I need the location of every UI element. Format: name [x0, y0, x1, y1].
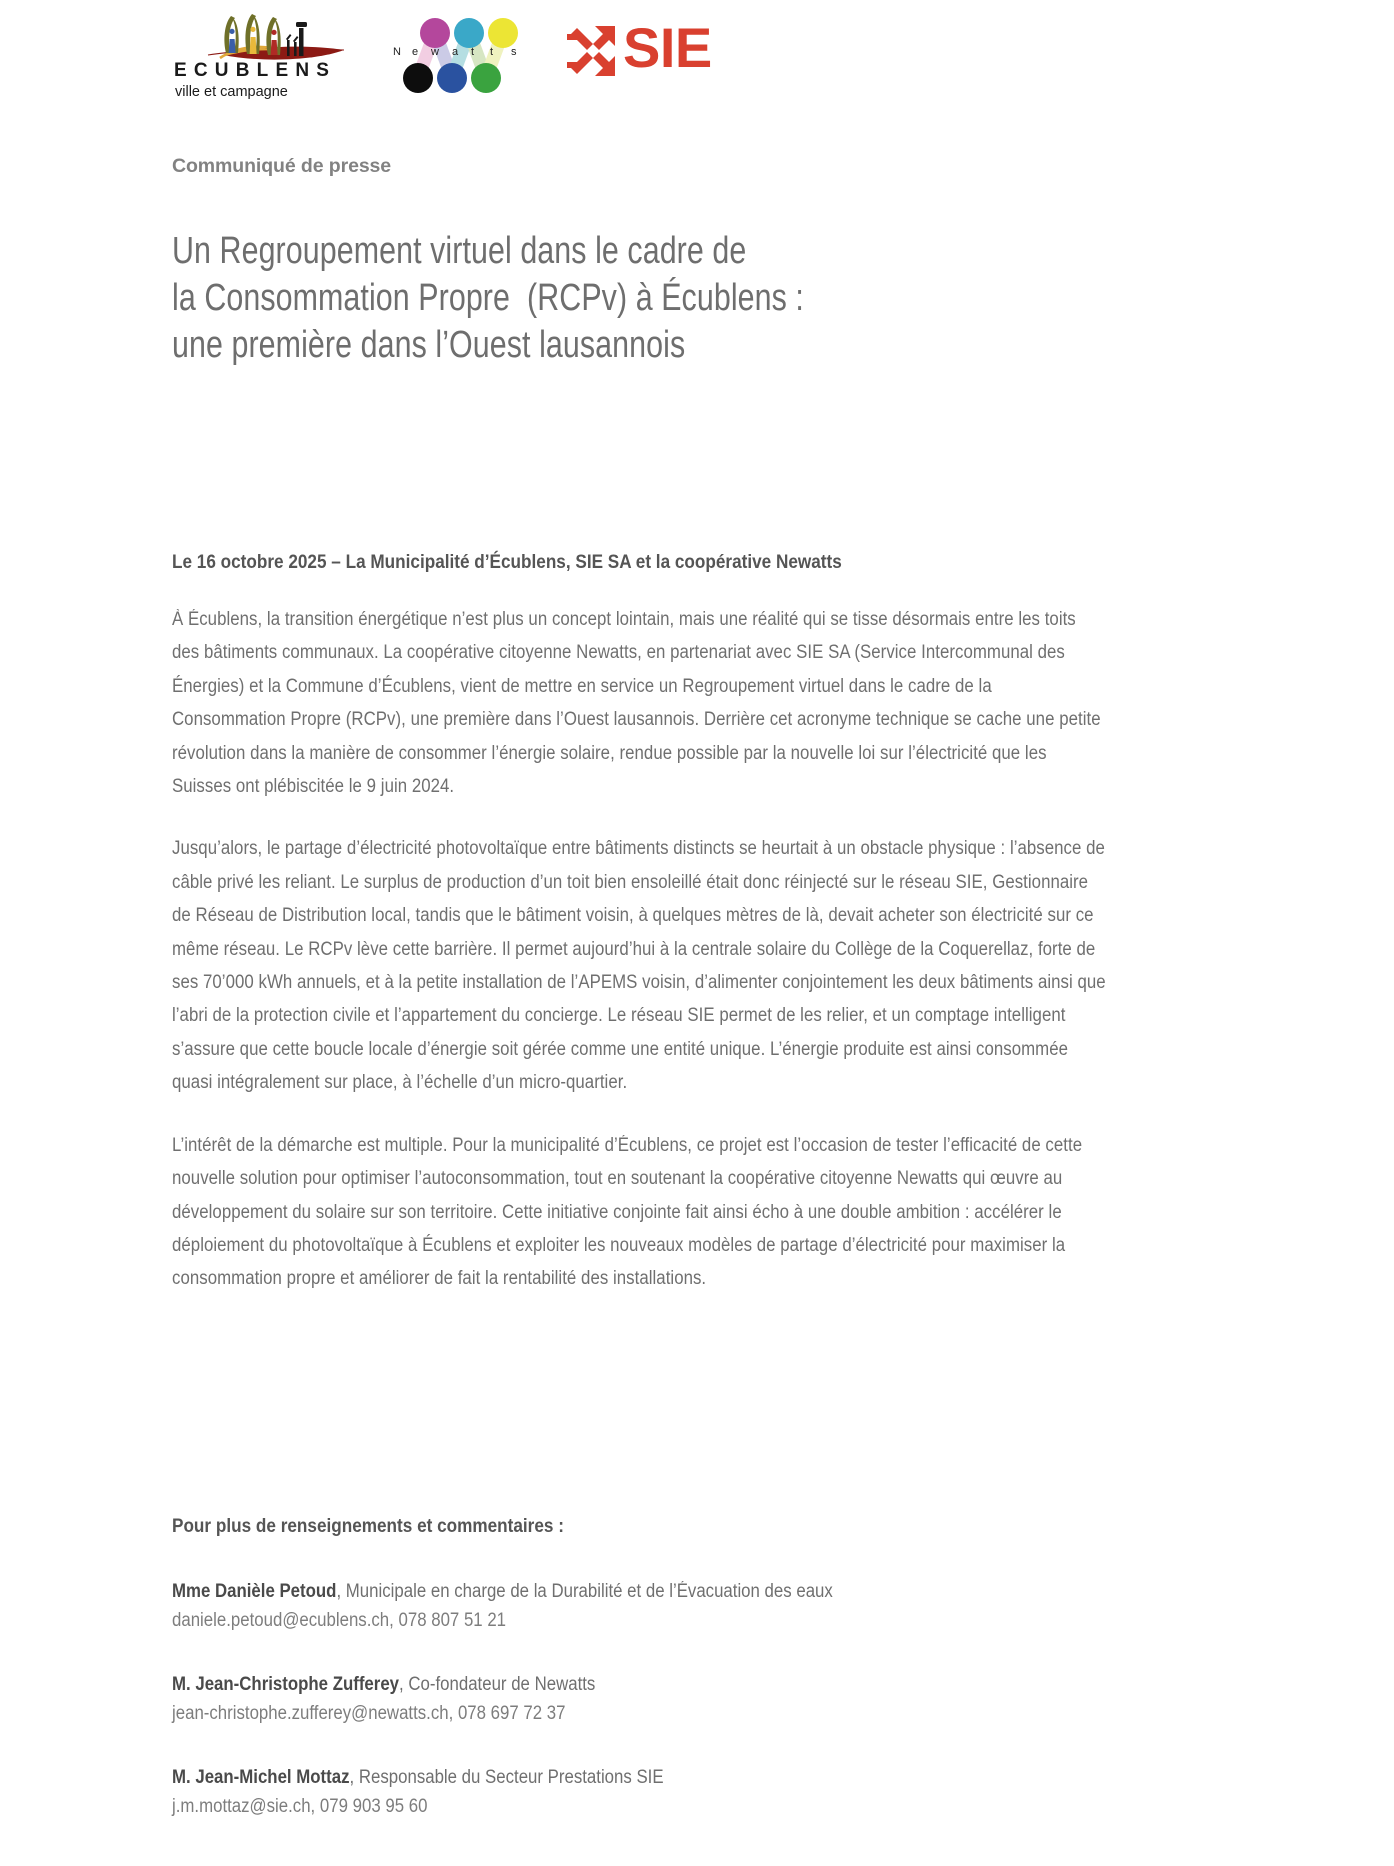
contact-entry	[172, 1763, 1110, 1822]
contacts-section	[172, 1515, 1232, 1856]
newatts-letter: t	[490, 46, 494, 58]
body-paragraph: L’intérêt de la démarche est multiple. Pour la municipalité d’Écublens, ce projet est l’occasion de tester l’efficacité de cette nouvelle solution pour optimiser l’autoconsommation, tout en soutenant la coopérative citoyenne Newatts qui œuvre au développement du solaire sur son territoire. Cette initiative conjointe fait ainsi écho à une double ambition : accélérer le déploiement du photovoltaïque à Écublens et exploiter les nouveaux modèles de partage d’électricité pour maximiser la consommation propre et améliorer de fait la rentabilité des installations.	[172, 1134, 1083, 1290]
ecublens-tagline: ville et campagne	[175, 84, 288, 100]
contact-details[interactable]: j.m.mottaz@sie.ch, 079 903 95 60	[172, 1796, 428, 1817]
contact-details[interactable]: daniele.petoud@ecublens.ch, 078 807 51 21	[172, 1610, 507, 1631]
contact-role: , Municipale en charge de la Durabilité et de l’Évacuation des eaux	[336, 1581, 833, 1602]
ecublens-emblem-icon	[168, 8, 358, 68]
newatts-letter: N	[393, 46, 401, 58]
headline-line: Un Regroupement virtuel dans le cadre de	[172, 230, 747, 272]
newatts-letter: a	[452, 46, 459, 58]
contact-name-role	[172, 1670, 1110, 1699]
newatts-wordmark	[393, 46, 543, 62]
contact-role: , Co-fondateur de Newatts	[399, 1674, 596, 1695]
contact-name: Mme Danièle Petoud	[172, 1581, 337, 1602]
sie-cross-icon	[565, 20, 621, 82]
ecublens-logo	[168, 8, 358, 102]
newatts-letter: t	[471, 46, 475, 58]
contact-name-role	[172, 1763, 1110, 1792]
headline-line: la Consommation Propre (RCPv) à Écublens :	[172, 277, 804, 319]
contact-details[interactable]: jean-christophe.zufferey@newatts.ch, 078 697 72 37	[172, 1703, 566, 1724]
body-text	[172, 603, 1232, 1325]
newatts-logo	[393, 16, 543, 94]
contact-name-role	[172, 1577, 1110, 1606]
contact-name: M. Jean-Michel Mottaz	[172, 1767, 350, 1788]
body-paragraph: Jusqu’alors, le partage d’électricité photovoltaïque entre bâtiments distincts se heurtait à un obstacle physique : l’absence de câble privé les reliant. Le surplus de production d’un toit bien ensoleillé était donc réinjecté sur le réseau SIE, Gestionnaire de Réseau de Distribution local, tandis que le bâtiment voisin, à quelques mètres de là, devait acheter son électricité sur ce même réseau. Le RCPv lève cette barrière. Il permet aujourd’hui à la centrale solaire du Collège de la Coquerellaz, forte de ses 70’000 kWh annuels, et à la petite installation de l’APEMS voisin, d’alimenter conjointement les deux bâtiments ainsi que l’abri de la protection civile et l’appartement du concierge. Le réseau SIE permet de les relier, et un comptage intelligent s’assure que cette boucle locale d’énergie soit gérée comme une entité unique. L’énergie produite est ainsi consommée quasi intégralement sur place, à l’échelle d’un micro-quartier.	[172, 838, 1106, 1094]
headline-line: une première dans l’Ouest lausannois	[172, 324, 686, 366]
contact-name: M. Jean-Christophe Zufferey	[172, 1674, 400, 1695]
newatts-letter: e	[412, 46, 419, 58]
body-paragraph: À Écublens, la transition énergétique n’est plus un concept lointain, mais une réalité qui se tisse désormais entre les toits des bâtiments communaux. La coopérative citoyenne Newatts, en partenariat avec SIE SA (Service Intercommunal des Énergies) et la Commune d’Écublens, vient de mettre en service un Regroupement virtuel dans le cadre de la Consommation Propre (RCPv), une première dans l’Ouest lausannois. Derrière cet acronyme technique se cache une petite révolution dans la manière de consommer l’énergie solaire, rendue possible par la nouvelle loi sur l’électricité que les Suisses ont plébiscitée le 9 juin 2024.	[172, 609, 1101, 798]
dateline: Le 16 octobre 2025 – La Municipalité d’Écublens, SIE SA et la coopérative Newatts	[172, 551, 842, 573]
page-title	[172, 228, 892, 369]
kicker-label: Communiqué de presse	[172, 155, 392, 177]
ecublens-wordmark: ECUBLENS	[174, 60, 337, 81]
contact-entry	[172, 1670, 1110, 1729]
newatts-letter: s	[511, 46, 517, 58]
contacts-heading: Pour plus de renseignements et commentaires :	[172, 1515, 564, 1537]
newatts-letter: w	[431, 46, 439, 58]
logo-bar	[0, 0, 1394, 112]
contact-role: , Responsable du Secteur Prestations SIE	[349, 1767, 664, 1788]
sie-wordmark: SIE	[623, 16, 712, 79]
sie-logo	[565, 16, 725, 86]
contact-entry	[172, 1577, 1110, 1636]
